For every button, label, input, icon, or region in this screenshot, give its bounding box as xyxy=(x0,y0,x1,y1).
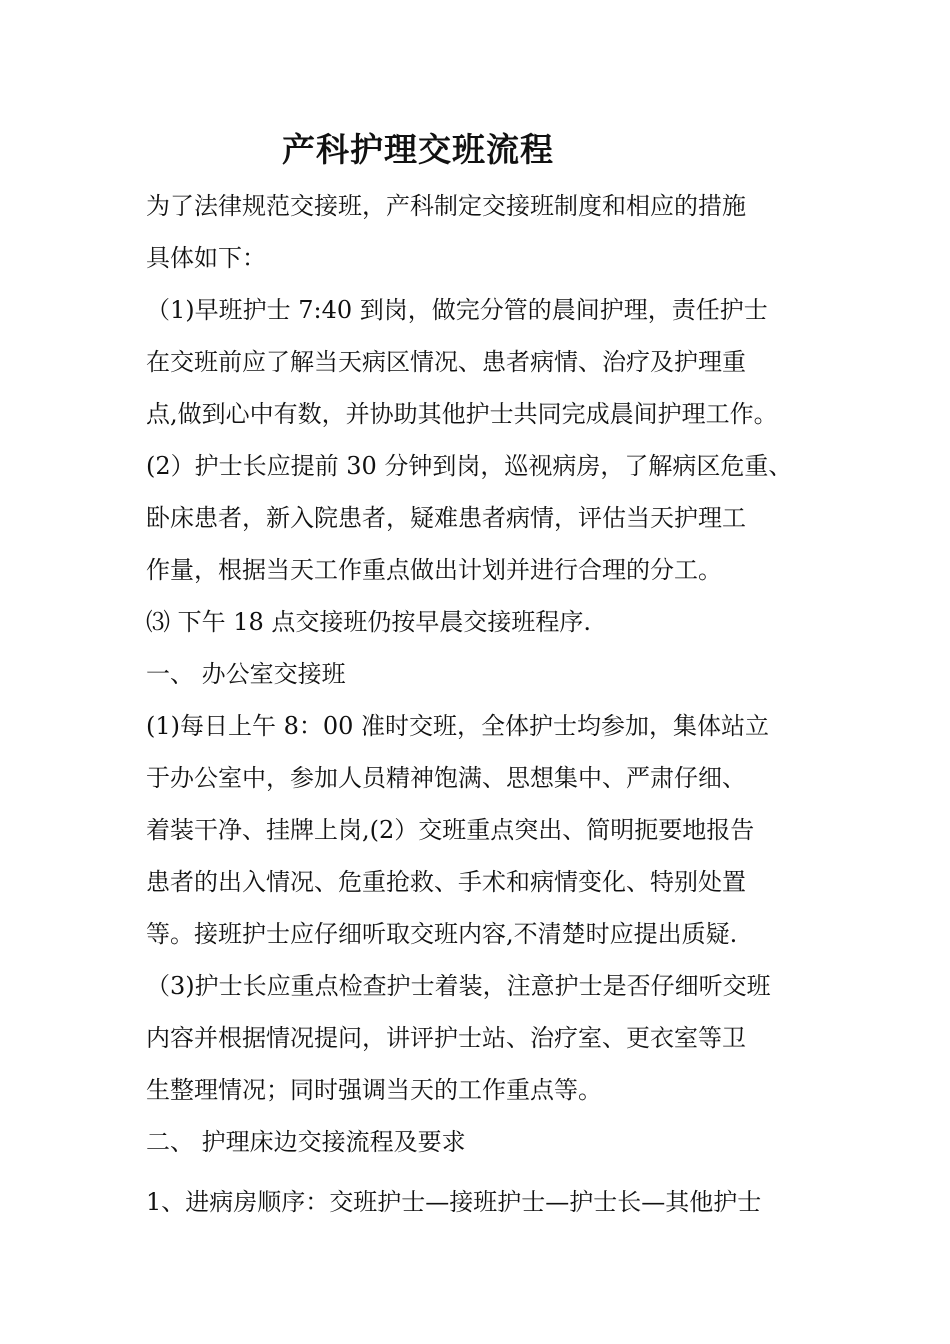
paragraph-line: 于办公室中，参加人员精神饱满、思想集中、严肃仔细、 xyxy=(146,764,746,792)
paragraph-line: 患者的出入情况、危重抢救、手术和病情变化、特别处置 xyxy=(146,868,746,896)
section-heading: 二、 护理床边交接流程及要求 xyxy=(146,1128,466,1156)
paragraph-line: (1)每日上午 8：00 准时交班，全体护士均参加，集体站立 xyxy=(146,712,770,740)
document-body xyxy=(146,180,836,1228)
paragraph-line: 着装干净、挂牌上岗,(2）交班重点突出、简明扼要地报告 xyxy=(146,816,755,844)
paragraph-line: 在交班前应了解当天病区情况、患者病情、治疗及护理重 xyxy=(146,348,746,376)
paragraph-line: 具体如下： xyxy=(146,244,266,272)
paragraph-line: 作量，根据当天工作重点做出计划并进行合理的分工。 xyxy=(146,556,722,584)
section-heading: 一、 办公室交接班 xyxy=(146,660,346,688)
paragraph-line: 等。接班护士应仔细听取交班内容,不清楚时应提出质疑. xyxy=(146,920,738,948)
paragraph-line: 1、进病房顺序：交班护士—接班护士—护士长—其他护士 xyxy=(146,1188,762,1216)
paragraph-line: 为了法律规范交接班，产科制定交接班制度和相应的措施 xyxy=(146,192,746,220)
paragraph-line: （3)护士长应重点检查护士着装，注意护士是否仔细听交班 xyxy=(146,972,771,1000)
paragraph-line: 生整理情况；同时强调当天的工作重点等。 xyxy=(146,1076,602,1104)
paragraph-line: ⑶ 下午 18 点交接班仍按早晨交接班程序. xyxy=(146,608,592,636)
paragraph-line: (2）护士长应提前 30 分钟到岗，巡视病房，了解病区危重、 xyxy=(146,452,793,480)
paragraph-line: 内容并根据情况提问，讲评护士站、治疗室、更衣室等卫 xyxy=(146,1024,746,1052)
paragraph-line: 卧床患者，新入院患者，疑难患者病情，评估当天护理工 xyxy=(146,504,746,532)
paragraph-line: （1)早班护士 7:40 到岗，做完分管的晨间护理，责任护士 xyxy=(146,296,768,324)
document-title: 产科护理交班流程 xyxy=(282,130,554,169)
paragraph-line: 点,做到心中有数，并协助其他护士共同完成晨间护理工作。 xyxy=(146,400,778,428)
paragraph-spacer xyxy=(146,1168,836,1176)
